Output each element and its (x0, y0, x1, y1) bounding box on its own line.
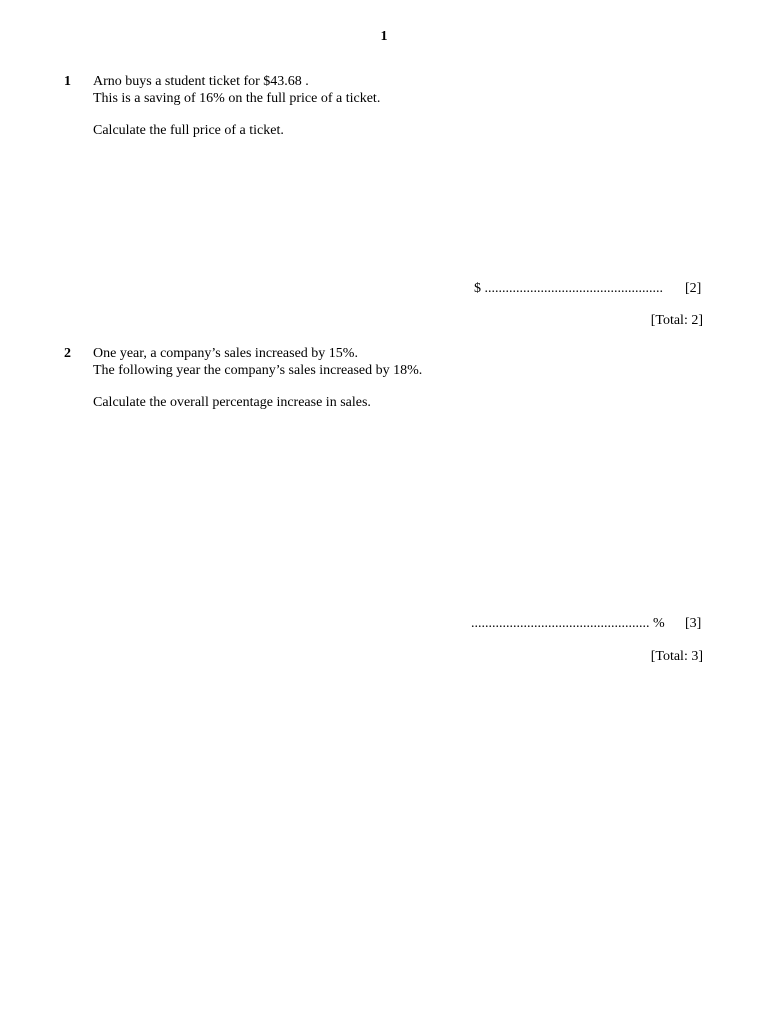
question-text-line: The following year the company’s sales increased by 18%. (93, 363, 423, 378)
question-text-line: This is a saving of 16% on the full price of a ticket. (93, 91, 381, 106)
total-marks: [Total: 2] (650, 313, 703, 328)
answer-prefix: $ (474, 281, 481, 296)
question-instruction: Calculate the full price of a ticket. (93, 123, 284, 138)
question-text-line: Arno buys a student ticket for $43.68 . (93, 74, 309, 89)
answer-suffix: % (653, 616, 665, 631)
answer-dots: ................................................... (471, 616, 650, 631)
question-instruction: Calculate the overall percentage increase in sales. (93, 395, 371, 410)
answer-line[interactable] (474, 281, 663, 297)
page-number: 1 (380, 29, 388, 44)
marks-label: [2] (685, 281, 702, 296)
question-text-line: One year, a company’s sales increased by 15%. (93, 346, 358, 361)
marks-label: [3] (685, 616, 702, 631)
answer-line[interactable] (471, 616, 665, 632)
question-number: 1 (64, 74, 71, 89)
question-number: 2 (64, 346, 71, 361)
total-marks: [Total: 3] (650, 649, 703, 664)
answer-dots: ................................................... (484, 281, 663, 296)
